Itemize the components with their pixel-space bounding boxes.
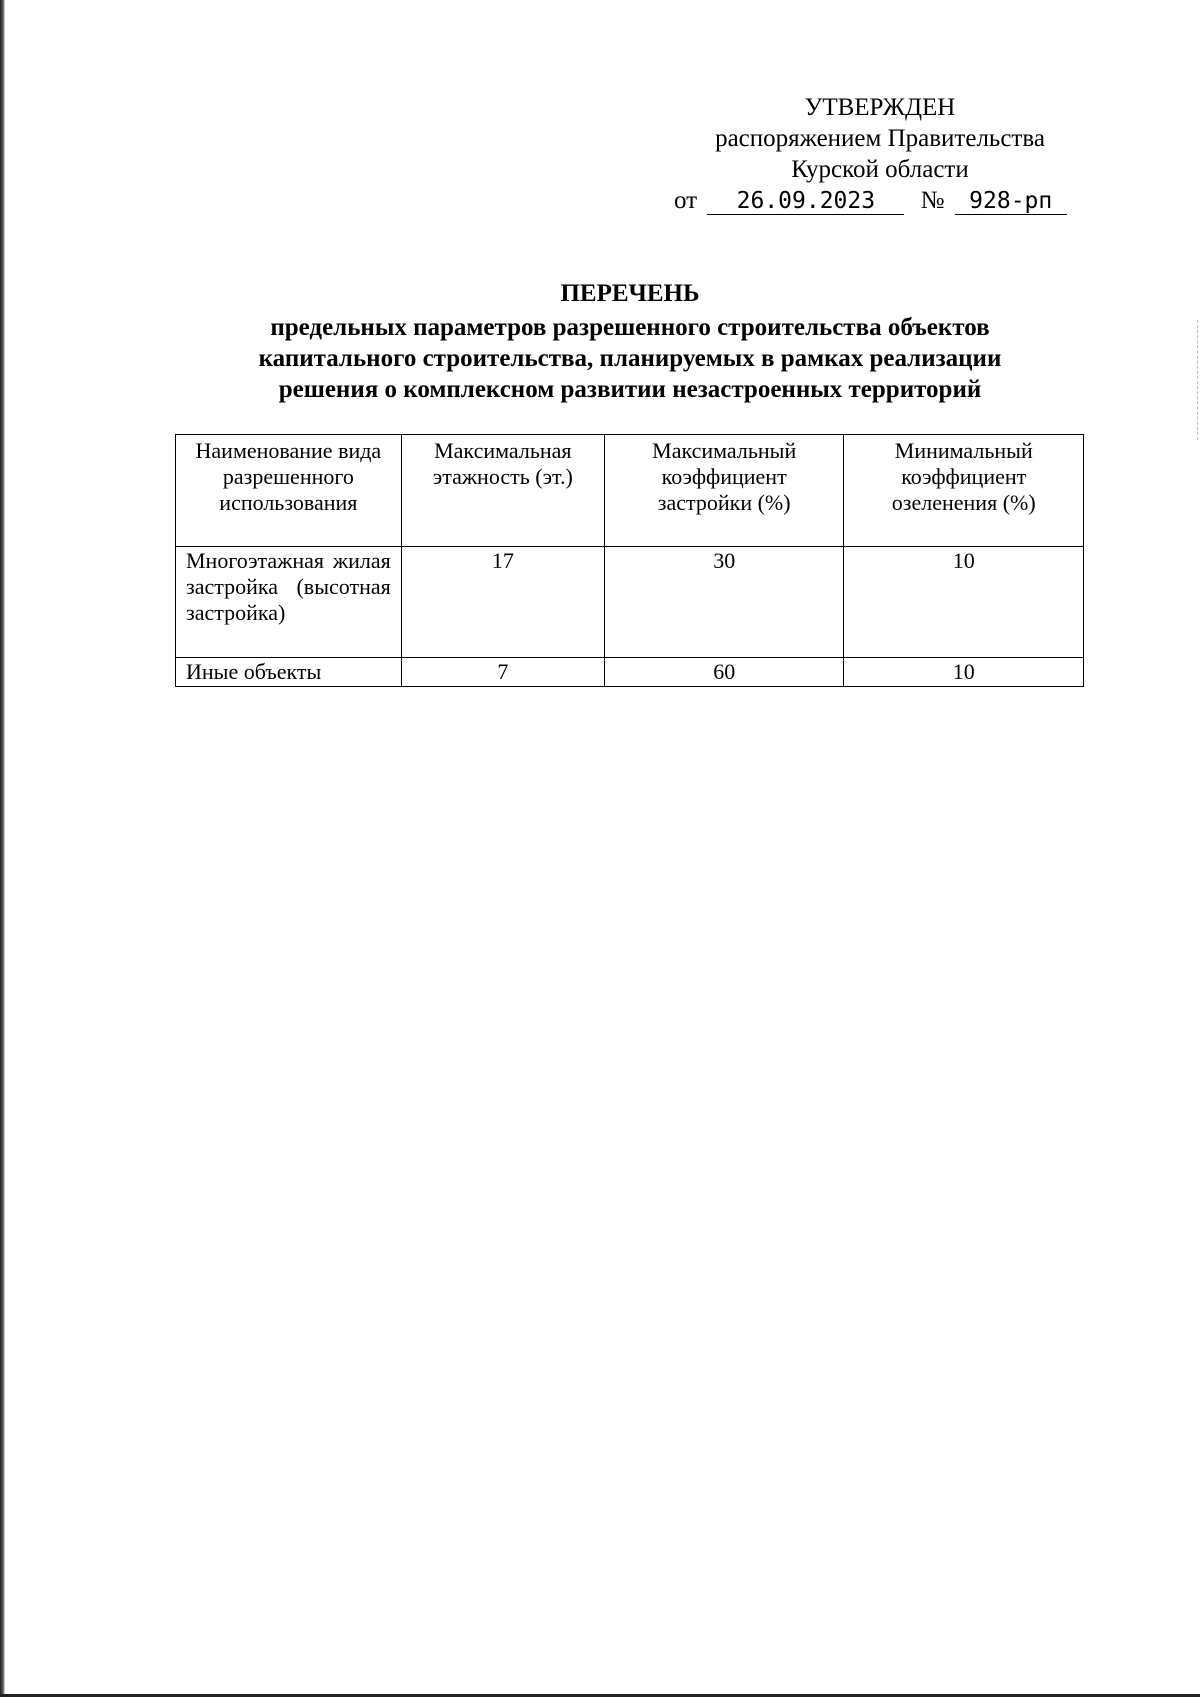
header-max-coverage: Максимальный коэффициент застройки (%): [604, 435, 844, 547]
document-title-block: [170, 278, 1090, 405]
header-max-floors: Максимальная этажность (эт.): [401, 435, 604, 547]
approval-stamp-block: [674, 92, 1080, 216]
document-subtitle-line-1: предельных параметров разрешенного строительства объектов: [270, 314, 990, 341]
date-prefix: от: [674, 187, 698, 214]
table-header-row: [176, 435, 1084, 547]
cell-use-type: Многоэтажная жилая застройка (высотная застройка): [176, 547, 402, 658]
approval-number: 928-рп: [955, 188, 1067, 215]
header-min-greening: Минимальный коэффициент озеленения (%): [844, 435, 1084, 547]
number-prefix: №: [920, 187, 945, 214]
cell-max-coverage: 30: [604, 547, 844, 658]
approval-date: 26.09.2023: [707, 188, 904, 215]
approval-issuer: распоряжением Правительства: [715, 125, 1045, 152]
cell-min-greening: 10: [844, 658, 1084, 687]
document-subtitle-line-2: капитального строительства, планируемых в рамках реализации: [258, 345, 1002, 372]
approval-date-number-row: [674, 185, 1080, 216]
cell-max-floors: 7: [401, 658, 604, 687]
parameters-table: [175, 434, 1084, 687]
scan-edge-left: [0, 0, 5, 1697]
table-row: [176, 658, 1084, 687]
approval-label: УТВЕРЖДЕН: [804, 94, 956, 121]
cell-max-floors: 17: [401, 547, 604, 658]
table-row: [176, 547, 1084, 658]
document-title: ПЕРЕЧЕНЬ: [560, 280, 700, 307]
cell-max-coverage: 60: [604, 658, 844, 687]
header-use-type: Наименование вида разрешенного использования: [176, 435, 402, 547]
approval-region: Курской области: [791, 156, 969, 183]
cell-min-greening: 10: [844, 547, 1084, 658]
document-subtitle-line-3: решения о комплексном развитии незастроенных территорий: [278, 376, 982, 403]
cell-use-type: Иные объекты: [176, 658, 402, 687]
